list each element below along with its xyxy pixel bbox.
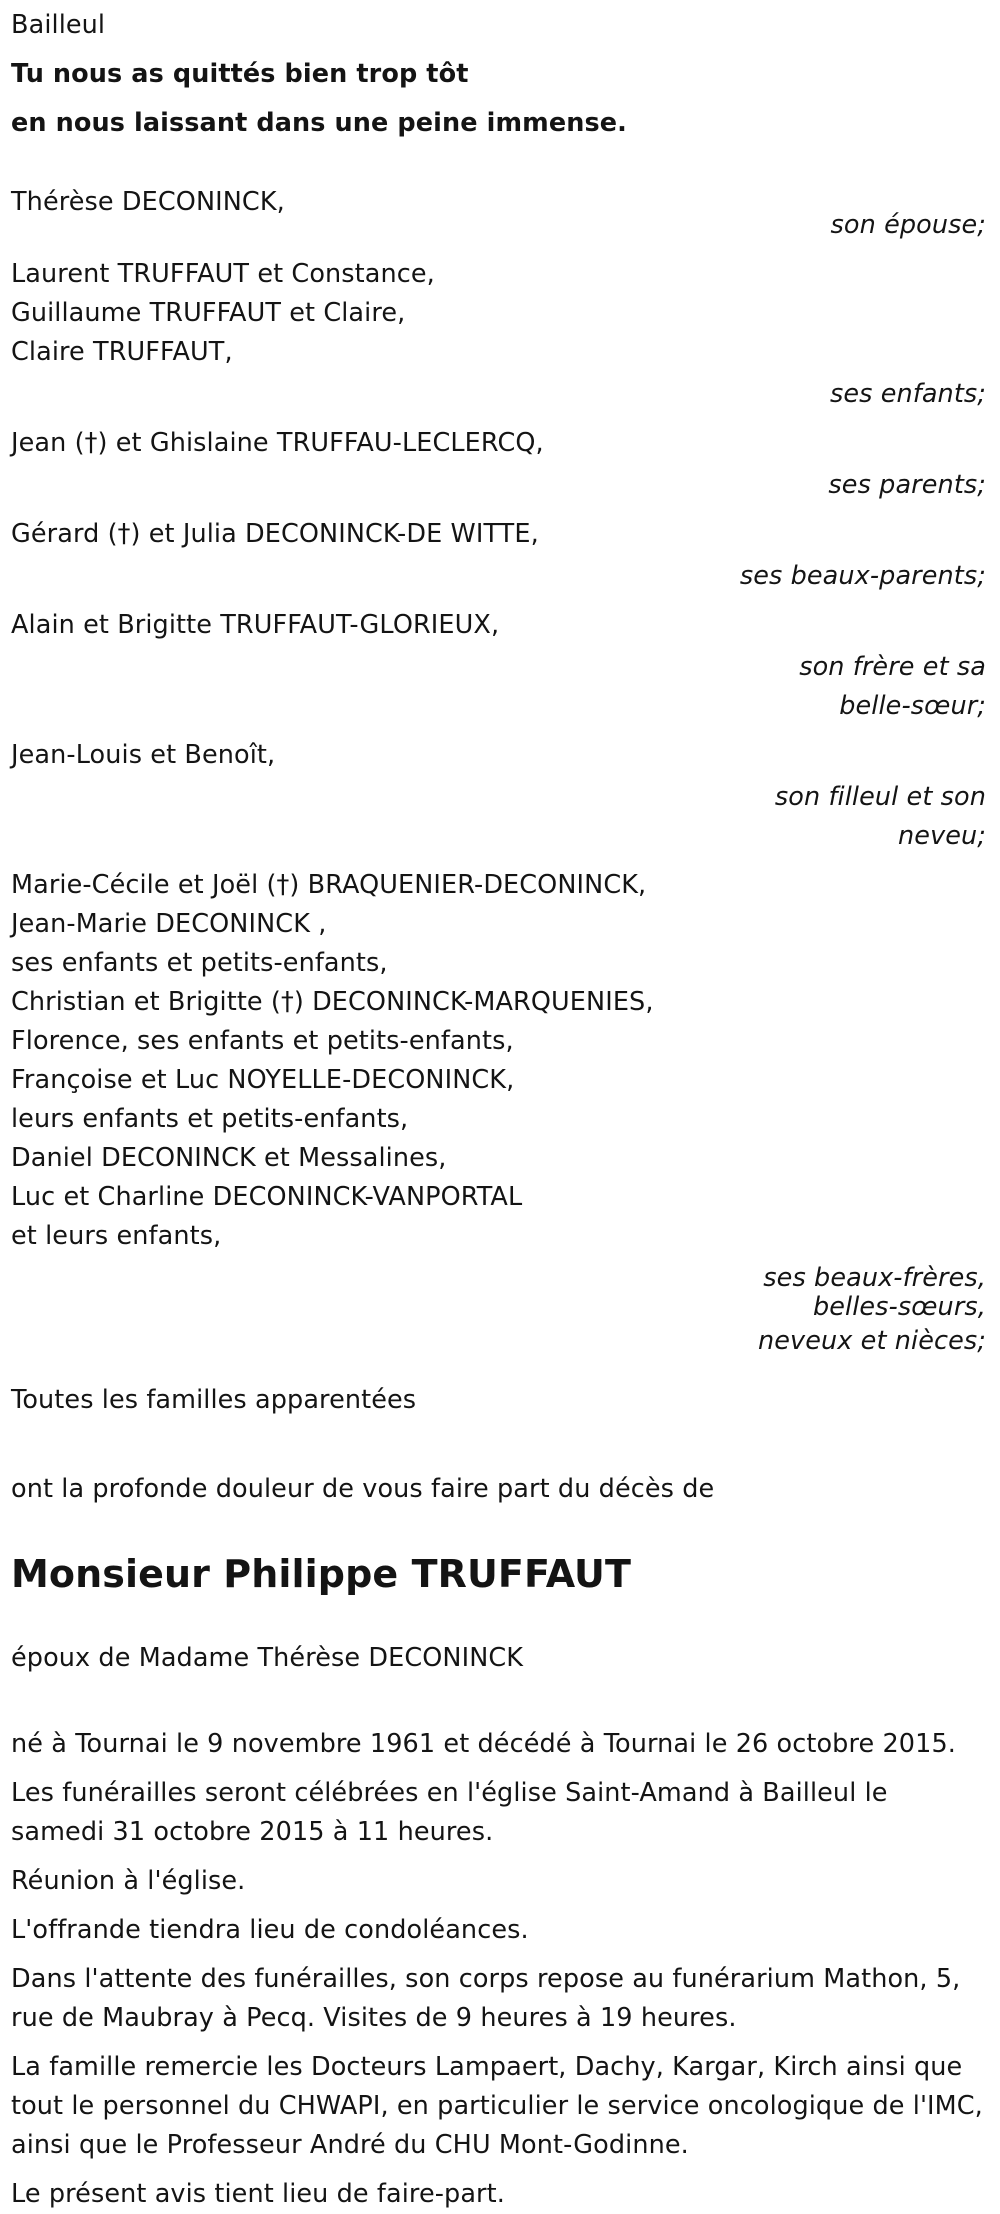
relation-label: ses beaux-frères, <box>763 1263 986 1293</box>
family-group-sibling <box>11 606 986 726</box>
family-name-line: Florence, ses enfants et petits-enfants, <box>11 1026 514 1056</box>
quote-line-2: en nous laissant dans une peine immense. <box>11 108 627 138</box>
family-name-line: Gérard (†) et Julia DECONINCK-DE WITTE, <box>11 519 539 549</box>
family-name-line: Marie-Cécile et Joël (†) BRAQUENIER-DECONINCK, <box>11 870 647 900</box>
relation-label: son frère et sa <box>799 652 986 682</box>
place-name: Bailleul <box>11 10 106 40</box>
family-name-line: Daniel DECONINCK et Messalines, <box>11 1143 447 1173</box>
announcement-line: ont la profonde douleur de vous faire part du décès de <box>11 1474 715 1504</box>
relation-label: belle-sœur; <box>839 691 986 721</box>
family-name-line: Jean-Louis et Benoît, <box>11 740 276 770</box>
quote-line-1: Tu nous as quittés bien trop tôt <box>11 59 469 89</box>
family-name-line: Claire TRUFFAUT, <box>11 337 233 367</box>
family-name-line: Jean (†) et Ghislaine TRUFFAU-LECLERCQ, <box>11 428 544 458</box>
family-name-line: Alain et Brigitte TRUFFAUT-GLORIEUX, <box>11 610 500 640</box>
visitation-paragraph: Dans l'attente des funérailles, son corps repose au funérarium Mathon, 5, rue de Maubray à Pecq. Visites de 9 heures à 19 heures. <box>11 1964 961 2033</box>
relation-label: belles-sœurs, <box>812 1292 986 1322</box>
family-name-line: Laurent TRUFFAUT et Constance, <box>11 259 435 289</box>
relation-label: ses parents; <box>828 470 986 500</box>
family-name-line: Guillaume TRUFFAUT et Claire, <box>11 298 406 328</box>
family-group-in-laws <box>11 515 986 596</box>
relation-label: neveux et nièces; <box>758 1326 986 1356</box>
family-name-line: Christian et Brigitte (†) DECONINCK-MARQUENIES, <box>11 987 654 1017</box>
family-name-line: ses enfants et petits-enfants, <box>11 948 388 978</box>
relation-label: son épouse; <box>830 210 986 240</box>
spouse-line: époux de Madame Thérèse DECONINCK <box>11 1643 524 1673</box>
family-name-line: et leurs enfants, <box>11 1221 222 1251</box>
family-name-line: Luc et Charline DECONINCK-VANPORTAL <box>11 1182 523 1212</box>
deceased-name: Monsieur Philippe TRUFFAUT <box>11 1552 632 1596</box>
family-group-spouse <box>11 183 986 245</box>
family-group-godson <box>11 736 986 856</box>
funeral-paragraph: Les funérailles seront célébrées en l'église Saint-Amand à Bailleul le samedi 31 octobre 2015 à 11 heures. <box>11 1778 888 1847</box>
family-group-extended <box>11 866 986 1361</box>
thanks-paragraph: La famille remercie les Docteurs Lampaert, Dachy, Kargar, Kirch ainsi que tout le personnel du CHWAPI, en particulier le service oncologique de l'IMC, ainsi que le Professeur André du CHU Mont-Godinne. <box>11 2052 983 2160</box>
family-name-line: Françoise et Luc NOYELLE-DECONINCK, <box>11 1065 515 1095</box>
family-group-parents <box>11 424 986 505</box>
closing-paragraph: Le présent avis tient lieu de faire-part. <box>11 2179 505 2209</box>
gathering-paragraph: Réunion à l'église. <box>11 1866 246 1896</box>
relation-label: son filleul et son <box>774 782 986 812</box>
family-name-line: Jean-Marie DECONINCK , <box>11 909 327 939</box>
family-name-line: leurs enfants et petits-enfants, <box>11 1104 409 1134</box>
relation-label: ses enfants; <box>829 379 986 409</box>
families-line: Toutes les familles apparentées <box>11 1385 417 1415</box>
relation-label: neveu; <box>898 821 986 851</box>
birth-death-paragraph: né à Tournai le 9 novembre 1961 et décédé à Tournai le 26 octobre 2015. <box>11 1729 956 1759</box>
family-group-children <box>11 255 986 414</box>
offering-paragraph: L'offrande tiendra lieu de condoléances. <box>11 1915 529 1945</box>
family-name-line: Thérèse DECONINCK, <box>11 187 285 217</box>
relation-label: ses beaux-parents; <box>739 561 986 591</box>
obituary-notice <box>11 6 986 2214</box>
